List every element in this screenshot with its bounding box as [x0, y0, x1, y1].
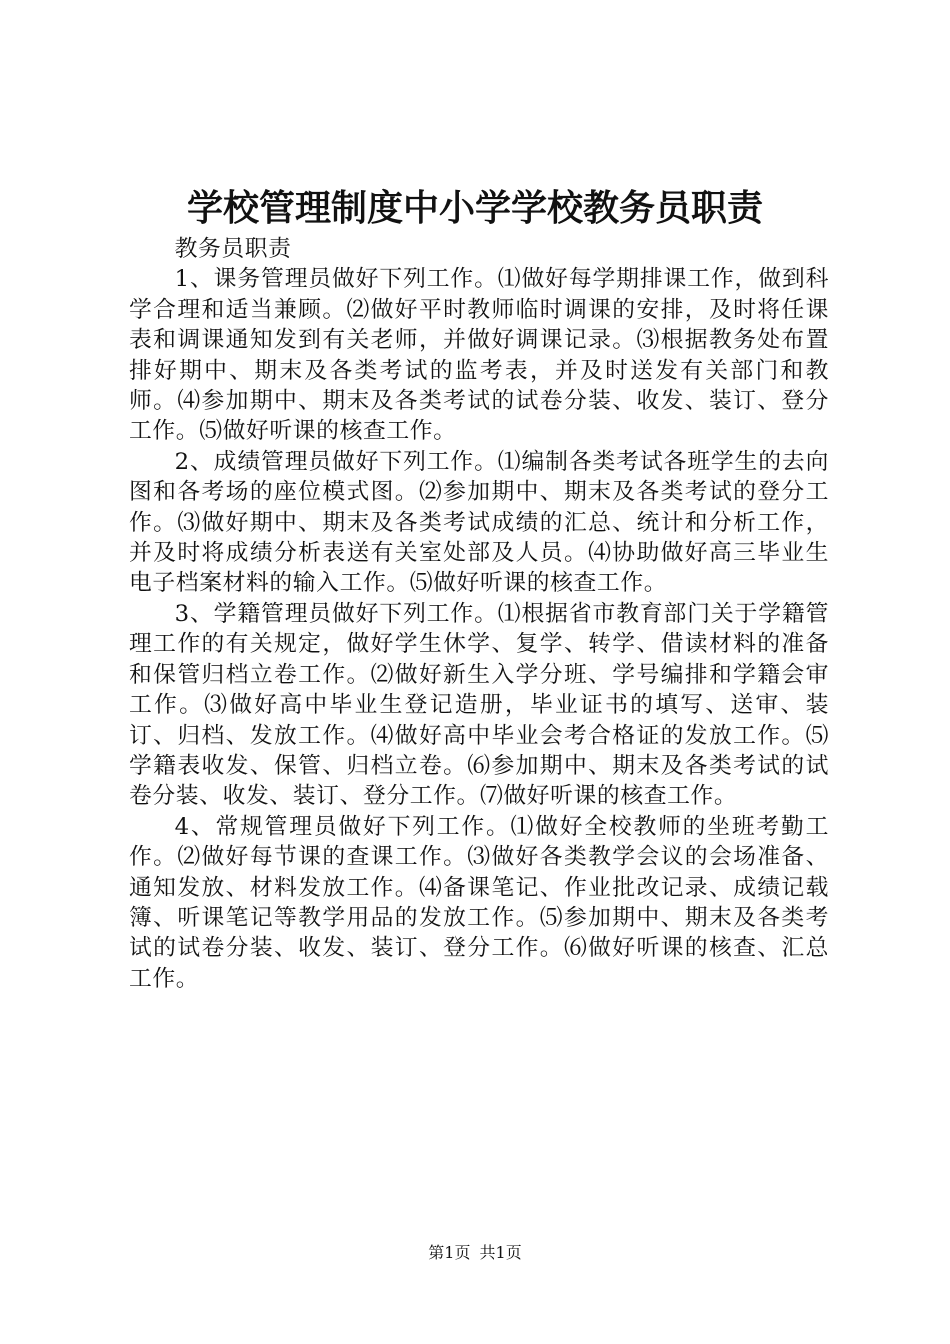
page-footer: [0, 1242, 950, 1264]
page-total: 共1页: [479, 1243, 522, 1262]
paragraph-enrollment-admin: 3、学籍管理员做好下列工作。⑴根据省市教育部门关于学籍管理工作的有关规定，做好学生休学、复学、转学、借读材料的准备和保管归档立卷工作。⑵做好新生入学分班、学号编排和学籍会审工作。⑶做好高中毕业生登记造册，毕业证书的填写、送审、装订、归档、发放工作。⑷做好高中毕业会考合格证的发放工作。⑸学籍表收发、保管、归档立卷。⑹参加期中、期末及各类考试的试卷分装、收发、装订、登分工作。⑺做好听课的核查工作。: [129, 600, 829, 810]
paragraph-grade-admin: 2、成绩管理员做好下列工作。⑴编制各类考试各班学生的去向图和各考场的座位模式图。⑵参加期中、期末及各类考试的登分工作。⑶做好期中、期末及各类考试成绩的汇总、统计和分析工作，并及时将成绩分析表送有关室处部及人员。⑷协助做好高三毕业生电子档案材料的输入工作。⑸做好听课的核查工作。: [129, 448, 829, 597]
document-title: 学校管理制度中小学学校教务员职责: [186, 187, 763, 229]
page-number: 第1页: [428, 1243, 471, 1262]
paragraph-routine-admin: 4、常规管理员做好下列工作。⑴做好全校教师的坐班考勤工作。⑵做好每节课的查课工作。⑶做好各类教学会议的会场准备、通知发放、材料发放工作。⑷备课笔记、作业批改记录、成绩记载簿、听课笔记等教学用品的发放工作。⑸参加期中、期末及各类考试的试卷分装、收发、装订、登分工作。⑹做好听课的核查、汇总工作。: [129, 813, 829, 992]
paragraph-course-admin: 1、课务管理员做好下列工作。⑴做好每学期排课工作，做到科学合理和适当兼顾。⑵做好平时教师临时调课的安排，及时将任课表和调课通知发到有关老师，并做好调课记录。⑶根据教务处布置排好期中、期末及各类考试的监考表，并及时送发有关部门和教师。⑷参加期中、期末及各类考试的试卷分装、收发、装订、登分工作。⑸做好听课的核查工作。: [129, 266, 829, 445]
document-body: [129, 234, 829, 994]
section-heading: 教务员职责: [174, 236, 292, 262]
